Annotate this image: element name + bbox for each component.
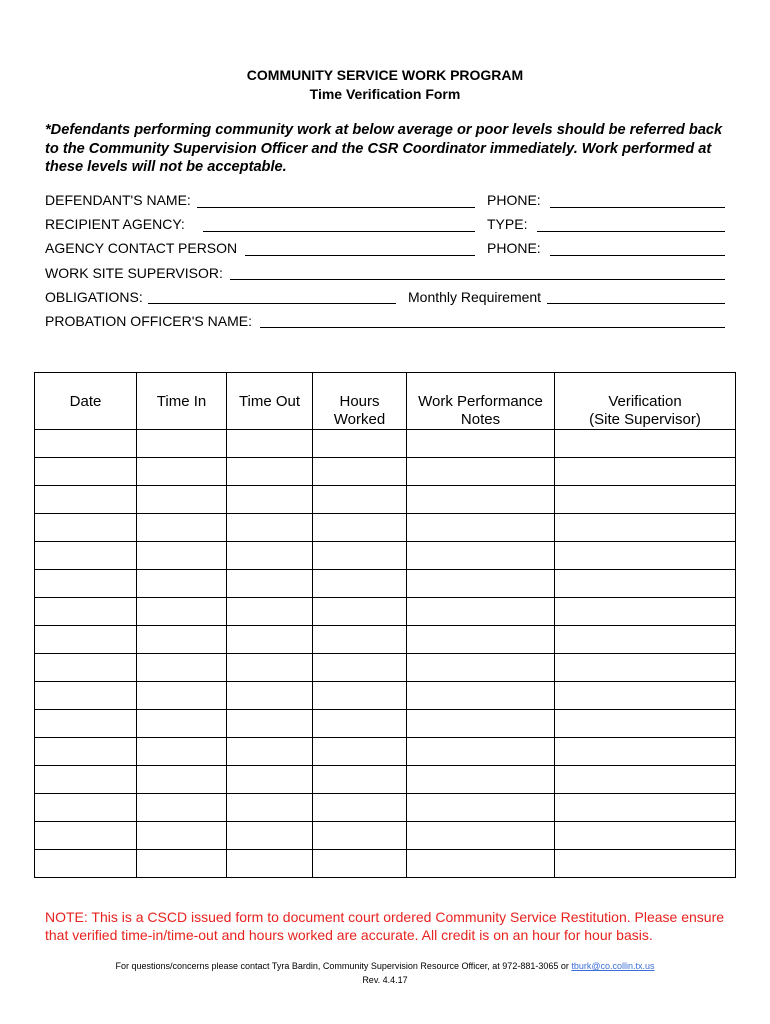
monthly-requirement-field[interactable] bbox=[547, 303, 725, 304]
table-cell[interactable] bbox=[227, 486, 313, 514]
table-cell[interactable] bbox=[407, 794, 555, 822]
table-cell[interactable] bbox=[407, 486, 555, 514]
time-log-table bbox=[34, 372, 736, 878]
table-cell[interactable] bbox=[35, 486, 137, 514]
table-cell[interactable] bbox=[407, 766, 555, 794]
defendant-name-field[interactable] bbox=[197, 207, 475, 208]
table-cell[interactable] bbox=[555, 738, 736, 766]
table-cell[interactable] bbox=[137, 710, 227, 738]
site-supervisor-field[interactable] bbox=[230, 279, 725, 280]
table-cell[interactable] bbox=[35, 570, 137, 598]
contact-text: For questions/concerns please contact Tyra Bardin, Community Supervision Resource Officer, at 972-881-3065 or bbox=[115, 961, 572, 971]
table-cell[interactable] bbox=[555, 822, 736, 850]
table-cell[interactable] bbox=[407, 514, 555, 542]
cscd-note: NOTE: This is a CSCD issued form to document court ordered Community Service Restitution. Please ensure that verified time-in/time-out and hours worked are accurate. All credit is on an hour for hour basis. bbox=[45, 909, 725, 943]
table-cell[interactable] bbox=[555, 458, 736, 486]
table-cell[interactable] bbox=[137, 850, 227, 878]
table-row bbox=[35, 514, 736, 542]
table-cell[interactable] bbox=[35, 682, 137, 710]
table-row bbox=[35, 794, 736, 822]
col-time-in: Time In bbox=[137, 373, 227, 430]
table-row bbox=[35, 682, 736, 710]
table-row bbox=[35, 710, 736, 738]
table-cell[interactable] bbox=[313, 654, 407, 682]
table-cell[interactable] bbox=[555, 682, 736, 710]
table-cell[interactable] bbox=[407, 738, 555, 766]
table-cell[interactable] bbox=[555, 514, 736, 542]
table-cell[interactable] bbox=[227, 626, 313, 654]
table-cell[interactable] bbox=[555, 850, 736, 878]
table-cell[interactable] bbox=[35, 710, 137, 738]
performance-warning: *Defendants performing community work at below average or poor levels should be referred back to the Community Supervision Officer and the CSR Coordinator immediately. Work performed at these levels will not be acceptable. bbox=[45, 122, 723, 175]
table-cell[interactable] bbox=[35, 542, 137, 570]
table-cell[interactable] bbox=[313, 514, 407, 542]
table-header-row bbox=[35, 373, 736, 430]
table-cell[interactable] bbox=[227, 430, 313, 458]
col-hours-worked: Hours Worked bbox=[313, 373, 407, 430]
monthly-requirement-label: Monthly Requirement bbox=[408, 289, 542, 305]
table-cell[interactable] bbox=[137, 654, 227, 682]
table-row bbox=[35, 822, 736, 850]
table-cell[interactable] bbox=[35, 738, 137, 766]
table-cell[interactable] bbox=[35, 626, 137, 654]
table-cell[interactable] bbox=[227, 738, 313, 766]
probation-officer-label: PROBATION OFFICER'S NAME: bbox=[45, 313, 252, 329]
table-cell[interactable] bbox=[35, 430, 137, 458]
table-cell[interactable] bbox=[227, 514, 313, 542]
table-cell[interactable] bbox=[313, 598, 407, 626]
table-cell[interactable] bbox=[313, 626, 407, 654]
table-cell[interactable] bbox=[407, 626, 555, 654]
table-cell[interactable] bbox=[313, 850, 407, 878]
table-cell[interactable] bbox=[313, 458, 407, 486]
table-cell[interactable] bbox=[555, 794, 736, 822]
table-cell[interactable] bbox=[313, 766, 407, 794]
recipient-agency-field[interactable] bbox=[203, 231, 475, 232]
table-cell[interactable] bbox=[555, 626, 736, 654]
col-time-out: Time Out bbox=[227, 373, 313, 430]
table-cell[interactable] bbox=[137, 766, 227, 794]
type-field[interactable] bbox=[537, 231, 725, 232]
table-row bbox=[35, 738, 736, 766]
table-cell[interactable] bbox=[407, 570, 555, 598]
table-cell[interactable] bbox=[313, 822, 407, 850]
contact-email-link[interactable]: tburk@co.collin.tx.us bbox=[571, 961, 655, 971]
table-cell[interactable] bbox=[407, 430, 555, 458]
table-cell[interactable] bbox=[137, 682, 227, 710]
table-cell[interactable] bbox=[137, 486, 227, 514]
table-cell[interactable] bbox=[555, 542, 736, 570]
table-cell[interactable] bbox=[555, 766, 736, 794]
table-cell[interactable] bbox=[555, 430, 736, 458]
table-cell[interactable] bbox=[555, 710, 736, 738]
table-cell[interactable] bbox=[137, 458, 227, 486]
defendant-name-label: DEFENDANT'S NAME: bbox=[45, 192, 191, 208]
table-cell[interactable] bbox=[137, 822, 227, 850]
table-cell[interactable] bbox=[137, 738, 227, 766]
table-cell[interactable] bbox=[35, 766, 137, 794]
phone-label: PHONE: bbox=[487, 192, 541, 208]
table-cell[interactable] bbox=[407, 850, 555, 878]
col-work-performance-notes: Work Performance Notes bbox=[407, 373, 555, 430]
obligations-field[interactable] bbox=[148, 303, 396, 304]
obligations-label: OBLIGATIONS: bbox=[45, 289, 143, 305]
table-row bbox=[35, 766, 736, 794]
table-cell[interactable] bbox=[555, 654, 736, 682]
table-cell[interactable] bbox=[313, 682, 407, 710]
agency-contact-field[interactable] bbox=[245, 255, 475, 256]
table-row bbox=[35, 850, 736, 878]
table-cell[interactable] bbox=[407, 822, 555, 850]
table-row bbox=[35, 458, 736, 486]
table-cell[interactable] bbox=[35, 598, 137, 626]
table-cell[interactable] bbox=[313, 486, 407, 514]
table-cell[interactable] bbox=[407, 598, 555, 626]
table-cell[interactable] bbox=[227, 458, 313, 486]
table-cell[interactable] bbox=[35, 654, 137, 682]
table-cell[interactable] bbox=[227, 766, 313, 794]
table-cell[interactable] bbox=[407, 654, 555, 682]
agency-contact-label: AGENCY CONTACT PERSON bbox=[45, 240, 238, 256]
recipient-agency-label: RECIPIENT AGENCY: bbox=[45, 216, 185, 232]
table-cell[interactable] bbox=[555, 570, 736, 598]
table-cell[interactable] bbox=[313, 570, 407, 598]
table-cell[interactable] bbox=[313, 430, 407, 458]
table-cell[interactable] bbox=[227, 794, 313, 822]
table-cell[interactable] bbox=[137, 794, 227, 822]
table-cell[interactable] bbox=[313, 794, 407, 822]
table-cell[interactable] bbox=[227, 598, 313, 626]
form-title: Time Verification Form bbox=[309, 86, 461, 102]
table-cell[interactable] bbox=[555, 598, 736, 626]
table-cell[interactable] bbox=[137, 570, 227, 598]
table-row bbox=[35, 430, 736, 458]
table-cell[interactable] bbox=[313, 542, 407, 570]
col-date: Date bbox=[35, 373, 137, 430]
table-cell[interactable] bbox=[227, 570, 313, 598]
table-cell[interactable] bbox=[137, 626, 227, 654]
table-cell[interactable] bbox=[227, 654, 313, 682]
table-cell[interactable] bbox=[137, 542, 227, 570]
table-row bbox=[35, 542, 736, 570]
table-cell[interactable] bbox=[137, 598, 227, 626]
table-cell[interactable] bbox=[35, 458, 137, 486]
table-cell[interactable] bbox=[35, 822, 137, 850]
table-cell[interactable] bbox=[35, 794, 137, 822]
table-row bbox=[35, 598, 736, 626]
table-cell[interactable] bbox=[407, 542, 555, 570]
revision-label: Rev. 4.4.17 bbox=[362, 975, 408, 985]
table-row bbox=[35, 486, 736, 514]
table-row bbox=[35, 626, 736, 654]
table-cell[interactable] bbox=[555, 486, 736, 514]
table-cell[interactable] bbox=[313, 710, 407, 738]
table-cell[interactable] bbox=[137, 430, 227, 458]
table-cell[interactable] bbox=[407, 710, 555, 738]
table-cell[interactable] bbox=[227, 542, 313, 570]
table-cell[interactable] bbox=[227, 822, 313, 850]
table-cell[interactable] bbox=[407, 682, 555, 710]
col-verification: Verification (Site Supervisor) bbox=[555, 373, 736, 430]
table-cell[interactable] bbox=[227, 682, 313, 710]
table-cell[interactable] bbox=[137, 514, 227, 542]
table-cell[interactable] bbox=[35, 514, 137, 542]
table-cell[interactable] bbox=[313, 738, 407, 766]
table-row bbox=[35, 570, 736, 598]
phone-label-2: PHONE: bbox=[487, 240, 541, 256]
type-label: TYPE: bbox=[487, 216, 528, 232]
phone-field[interactable] bbox=[550, 207, 725, 208]
program-title: COMMUNITY SERVICE WORK PROGRAM bbox=[246, 67, 524, 83]
contact-footer bbox=[0, 961, 770, 971]
table-cell[interactable] bbox=[227, 710, 313, 738]
site-supervisor-label: WORK SITE SUPERVISOR: bbox=[45, 265, 223, 281]
probation-officer-field[interactable] bbox=[260, 327, 725, 328]
table-row bbox=[35, 654, 736, 682]
table-cell[interactable] bbox=[227, 850, 313, 878]
phone-field-2[interactable] bbox=[550, 255, 725, 256]
table-cell[interactable] bbox=[407, 458, 555, 486]
table-cell[interactable] bbox=[35, 850, 137, 878]
